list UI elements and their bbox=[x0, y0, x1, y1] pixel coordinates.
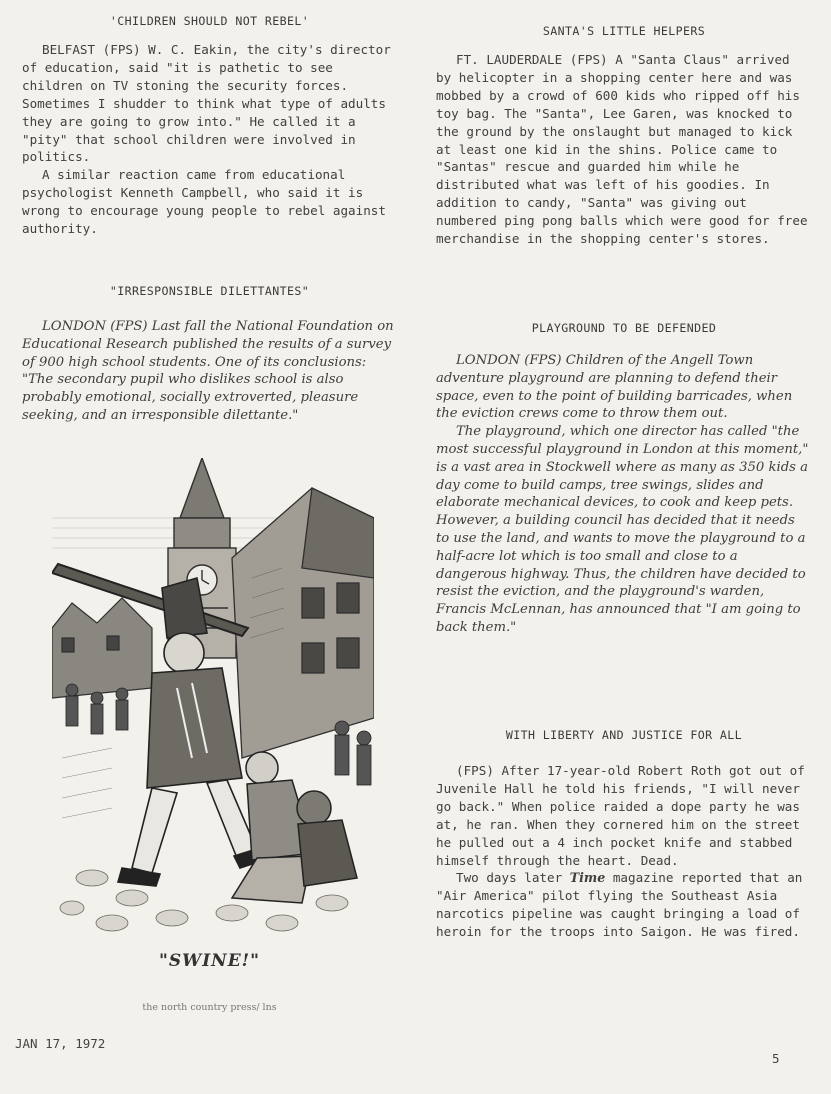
building-right bbox=[232, 488, 374, 758]
article-paragraph: (FPS) After 17-year-old Robert Roth got out of Juvenile Hall he told his friends, "I will never go back." When police raided a dope party he was at, he ran. When they cornered him on the street he pulled out a 4 inch pocket knife and stabbed himself through the heart. Dead. bbox=[436, 763, 805, 868]
headline-playground-to-be-defended: PLAYGROUND TO BE DEFENDED bbox=[531, 321, 717, 335]
cartoon-caption: "SWINE!" bbox=[159, 951, 260, 971]
article-paragraph: A similar reaction came from educational psychologist Kenneth Campbell, who said it is wrong to encourage young people to rebel against authority. bbox=[22, 167, 386, 237]
page-number: 5 bbox=[772, 1051, 780, 1066]
cartoon-illustration bbox=[52, 458, 374, 938]
article-children-should-not-rebel bbox=[22, 41, 397, 238]
article-santas-little-helpers bbox=[436, 51, 812, 248]
article-paragraph: BELFAST (FPS) W. C. Eakin, the city's director of education, said "it is pathetic to see children on TV stoning the security forces. Sometimes I shudder to think what type of adults they are going to grow into." He called it a "pity" that school children were involved in politics. bbox=[22, 42, 391, 165]
headline-irresponsible-dilettantes: "IRRESPONSIBLE DILETTANTES" bbox=[109, 284, 310, 298]
article-paragraph: LONDON (FPS) Last fall the National Foundation on Educational Research published the results of a survey of 900 high school students. One of its conclusions: "The secondary pupil who dislikes school is also probably emotional, socially extroverted, pleasure seeking, and an irresponsible dilettante." bbox=[22, 319, 394, 423]
article-paragraph: LONDON (FPS) Children of the Angell Town adventure playground are planning to defend their space, even to the point of building barricades, when the eviction crews come to throw them out. bbox=[436, 353, 793, 422]
text-run: Two days later bbox=[456, 870, 570, 886]
issue-date: JAN 17, 1972 bbox=[15, 1036, 106, 1051]
building-left bbox=[52, 598, 152, 698]
headline-with-liberty-and-justice: WITH LIBERTY AND JUSTICE FOR ALL bbox=[505, 728, 743, 742]
article-irresponsible-dilettantes bbox=[22, 318, 397, 425]
article-paragraph: FT. LAUDERDALE (FPS) A "Santa Claus" arrived by helicopter in a shopping center here and was mobbed by a crowd of 600 kids who ripped off his toy bag. The "Santa", Lee Garen, was knocked to the ground by the onslaught but managed to kick at least one kid in the shins. Police came to "Santas" rescue and guarded him while he distributed what was left of his goodies. In addition to candy, "Santa" was giving out numbered ping pong balls which were good for free merchandise in the shopping center's stores. bbox=[436, 52, 808, 247]
article-playground-to-be-defended bbox=[436, 352, 812, 637]
text-run: magazine reported that an "Air America" pilot flying the Southeast Asia narcotics pipeline was caught bringing a load of heroin for the troops into Saigon. He was fired. bbox=[436, 870, 803, 940]
article-with-liberty-and-justice bbox=[436, 762, 812, 941]
cartoon-credit: the north country press/ lns bbox=[142, 1002, 277, 1013]
headline-santas-little-helpers: SANTA'S LITTLE HELPERS bbox=[542, 24, 706, 38]
headline-children-should-not-rebel: 'CHILDREN SHOULD NOT REBEL' bbox=[109, 14, 310, 28]
article-paragraph bbox=[436, 869, 812, 941]
magazine-name: Time bbox=[569, 870, 606, 886]
article-paragraph: The playground, which one director has called "the most successful playground in London at this moment," is a vast area in Stockwell where as many as 350 kids a day come to build camps, tree swings, slides and elaborate mechanical devices, to cook and keep pets. However, a building council has decided that it needs to use the land, and wants to move the playground to a half-acre lot which is too small and close to a dangerous highway. Thus, the children have decided to resist the eviction, and the playground's warden, Francis McLennan, has announced that "I am going to back them." bbox=[436, 424, 809, 635]
